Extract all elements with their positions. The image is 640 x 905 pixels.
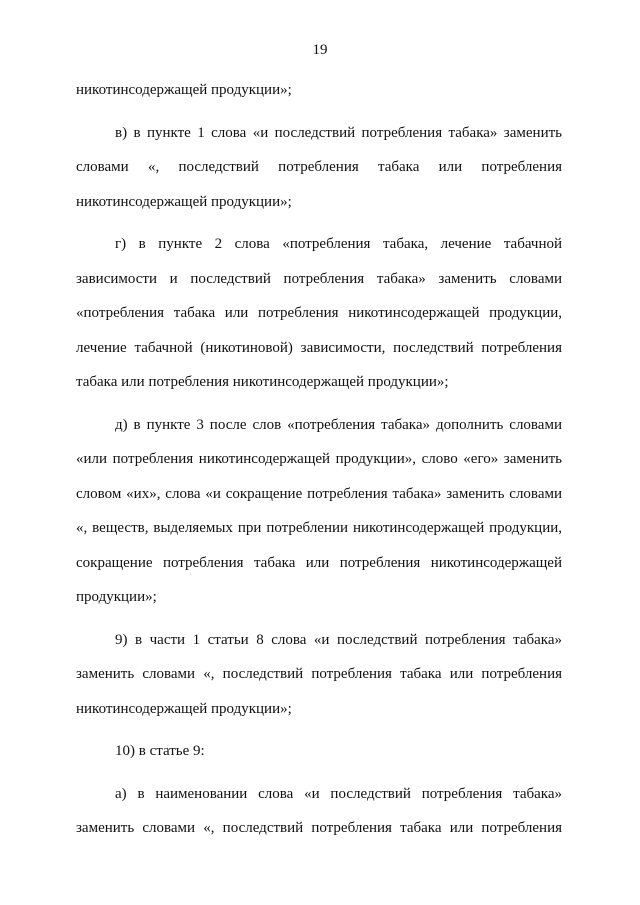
paragraph-item-9: 9) в части 1 статьи 8 слова «и последствий потребления табака» заменить словами «, последствий потребления табака или потребления никотинсодержащей продукции»; [76,631,562,717]
paragraph-continuation: никотинсодержащей продукции»; [76,82,292,98]
document-body [76,73,562,854]
paragraph-item-d: д) в пункте 3 после слов «потребления табака» дополнить словами «или потребления никотинсодержащей продукции», слово «его» заменить словом «их», слова «и сокращение потребления табака» заменить словами «, веществ, выделяемых при потреблении никотинсодержащей продукции, сокращение потребления табака или потребления никотинсодержащей продукции»; [76,416,562,605]
paragraph-item-g: г) в пункте 2 слова «потребления табака, лечение табачной зависимости и последствий потребления табака» заменить словами «потребления табака или потребления никотинсодержащей продукции, лечение табачной (никотиновой) зависимости, последствий потребления табака или потребления никотинсодержащей продукции»; [76,236,562,390]
paragraph-item-v: в) в пункте 1 слова «и последствий потребления табака» заменить словами «, последствий потребления табака или потребления никотинсодержащей продукции»; [76,124,562,210]
paragraph-item-a: а) в наименовании слова «и последствий потребления табака» заменить словами «, последствий потребления табака или потребления [76,785,562,836]
page-number: 19 [312,42,328,58]
paragraph-item-10: 10) в статье 9: [115,743,205,759]
